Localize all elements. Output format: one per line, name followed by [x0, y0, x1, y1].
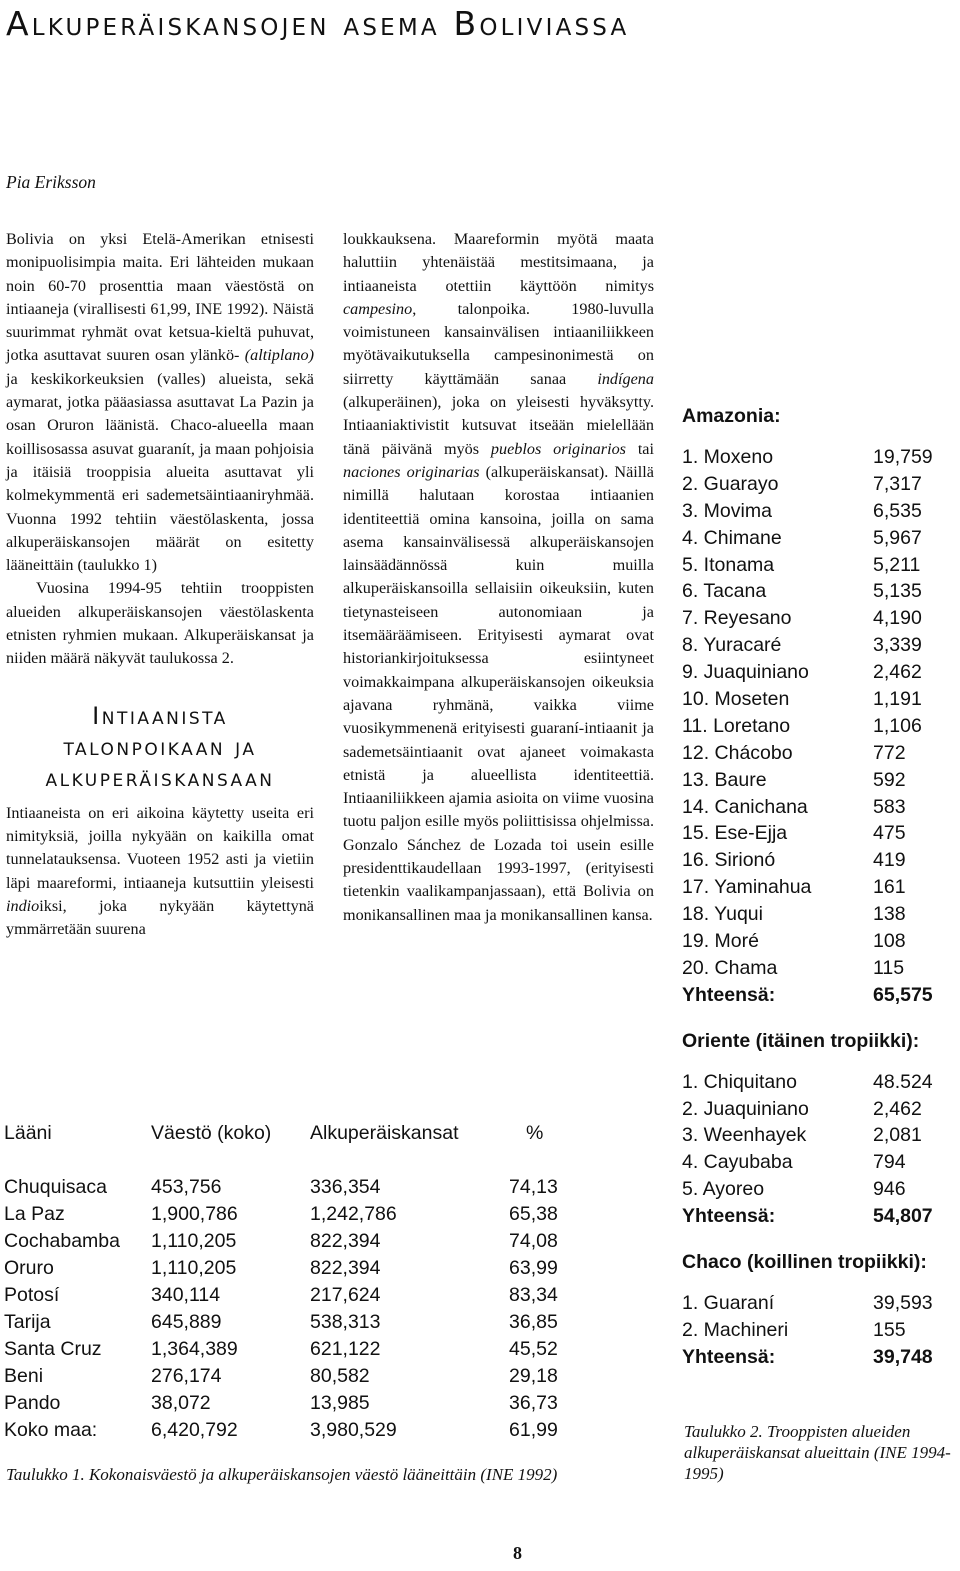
list-item: [682, 1176, 957, 1203]
list-item: [682, 525, 957, 552]
table-header-row: [4, 1120, 624, 1147]
table-cell: 1,110,205: [151, 1230, 237, 1252]
people-name: 9. Juaquiniano: [682, 661, 809, 684]
population-table: [4, 1120, 624, 1444]
column-header: %: [526, 1122, 544, 1144]
list-item: [682, 605, 957, 632]
list-item: [682, 686, 957, 713]
people-count: 2,462: [873, 661, 922, 684]
people-name: 12. Chácobo: [682, 741, 793, 764]
people-name: 2. Juaquiniano: [682, 1097, 809, 1120]
people-count: 48.524: [873, 1070, 933, 1093]
people-name: 6. Tacana: [682, 580, 767, 603]
people-count: 3,339: [873, 634, 922, 657]
people-count: 39,593: [873, 1292, 933, 1315]
table-row: [4, 1336, 624, 1363]
table-cell: Potosí: [4, 1284, 60, 1306]
list-item: [682, 713, 957, 740]
table-cell: 63,99: [509, 1257, 558, 1279]
column-header: Lääni: [4, 1122, 52, 1144]
table-cell: 453,756: [151, 1176, 222, 1198]
table-cell: 36,73: [509, 1392, 558, 1414]
table-cell: 822,394: [310, 1257, 381, 1279]
group-chaco: [682, 1290, 957, 1371]
list-item: [682, 498, 957, 525]
people-count: 161: [873, 876, 906, 899]
table-cell: 1,364,389: [151, 1338, 238, 1360]
people-name: 14. Canichana: [682, 795, 808, 818]
people-count: 2,462: [873, 1097, 922, 1120]
people-count: 6,535: [873, 499, 922, 522]
people-count: 5,967: [873, 526, 922, 549]
table-cell: 1,110,205: [151, 1257, 237, 1279]
total-value: 65,575: [873, 983, 933, 1006]
table-cell: 61,99: [509, 1419, 558, 1441]
table-cell: 538,313: [310, 1311, 381, 1333]
list-item: [682, 901, 957, 928]
table-cell: 336,354: [310, 1176, 381, 1198]
total-row: [682, 982, 957, 1009]
table-cell: 3,980,529: [310, 1419, 397, 1441]
people-count: 2,081: [873, 1124, 922, 1147]
list-item: [682, 1149, 957, 1176]
paragraph: Intiaaneista on eri aikoina käytetty useita eri nimityksiä, joilla nykyään on kaikilla omat tunnelatauksensa. Vuoteen 1952 asti ja vietiin läpi maareformi, intiaaneja kutsuttiin yleisesti indioiksi, joka nykyään käytettynä ymmärretään suurena: [6, 803, 314, 939]
table-row: [4, 1255, 624, 1282]
people-count: 772: [873, 741, 906, 764]
article-column-2: [343, 228, 654, 927]
table-row: [4, 1174, 624, 1201]
list-item: [682, 1096, 957, 1123]
list-item: [682, 632, 957, 659]
group-oriente: [682, 1069, 957, 1230]
total-value: 39,748: [873, 1345, 933, 1368]
list-item: [682, 740, 957, 767]
table-body: [4, 1174, 624, 1444]
table-cell: Beni: [4, 1365, 44, 1387]
table-row: [4, 1363, 624, 1390]
author-name: Pia Eriksson: [6, 172, 96, 192]
people-count: 419: [873, 849, 906, 872]
table-cell: 45,52: [509, 1338, 558, 1360]
list-item: [682, 471, 957, 498]
table-cell: 1,900,786: [151, 1203, 238, 1225]
table-cell: 29,18: [509, 1365, 558, 1387]
people-name: 18. Yuqui: [682, 903, 763, 926]
people-count: 138: [873, 903, 906, 926]
table-cell: 217,624: [310, 1284, 381, 1306]
people-count: 19,759: [873, 446, 933, 468]
table-row: [4, 1282, 624, 1309]
table-row: [4, 1201, 624, 1228]
column-header: Väestö (koko): [151, 1122, 272, 1144]
list-item: [682, 1069, 957, 1096]
list-item: [682, 444, 957, 471]
list-item: [682, 874, 957, 901]
people-name: 1. Chiquitano: [682, 1070, 797, 1093]
people-name: 7. Reyesano: [682, 607, 792, 630]
tropical-peoples-table: [682, 402, 957, 1371]
section-heading-oriente: Oriente (itäinen tropiikki):: [682, 1029, 920, 1052]
list-item: [682, 659, 957, 686]
table-cell: La Paz: [4, 1203, 65, 1225]
list-item: [682, 928, 957, 955]
people-name: 8. Yuracaré: [682, 634, 782, 657]
people-name: 4. Cayubaba: [682, 1151, 793, 1174]
paragraph: Bolivia on yksi Etelä-Amerikan etnisesti monipuolisimpia maita. Eri lähteiden mukaan noin 60-70 prosenttia maan väestöstä on intiaaneja (virallisesti 61,99, INE 1992). Näistä suurimmat ryhmät ovat ketsua-kieltä puhuvat, jotka asuttavat suuren osan ylänkö- (altiplano) ja keskikorkeuksien (valles) alueista, sekä aymarat, jotka pääasiassa asuttavat La Pazin ja osan Oruron läänistä. Chaco-alueella maan koillisosassa asuvat guaranít, ja maan pohjoisia ja itäisiä trooppisia alueita asuttavat yli kolmekymmentä eri sademetsäintiaaniryhmää. Vuonna 1992 tehtiin väestölaskenta, jossa alkuperäiskansojen määrät on esitetty lääneittäin (taulukko 1): [6, 230, 314, 575]
people-name: 11. Loretano: [682, 714, 791, 737]
table-cell: Koko maa:: [4, 1419, 98, 1441]
people-count: 1,106: [873, 714, 922, 737]
people-name: 2. Machineri: [682, 1318, 789, 1341]
people-name: 1. Guaraní: [682, 1292, 775, 1315]
list-item: [682, 820, 957, 847]
people-count: 4,190: [873, 607, 922, 630]
table-row: [4, 1417, 624, 1444]
people-count: 475: [873, 822, 906, 845]
total-row: [682, 1344, 957, 1371]
table-row: [4, 1309, 624, 1336]
people-count: 108: [873, 930, 906, 953]
people-name: 13. Baure: [682, 768, 767, 791]
people-name: 2. Guarayo: [682, 472, 779, 495]
people-count: 7,317: [873, 472, 922, 495]
table-cell: 1,242,786: [310, 1203, 397, 1225]
table-cell: 38,072: [151, 1392, 211, 1414]
list-item: [682, 794, 957, 821]
paragraph: loukkauksena. Maareformin myötä maata haluttiin yhtenäistää mestitsimaana, ja intiaaneista otettiin käyttöön nimitys campesino, talonpoika. 1980-luvulla voimistuneen kansainvälisen intiaaniliikkeen myötävaikutuksella campesinonimestä on siirretty käyttämään sanaa indígena (alkuperäinen), joka on yleisesti hyväksytty. Intiaaniaktivistit kutsuvat itseään mielellään tänä päivänä myös pueblos originarios tai naciones originarias (alkuperäiskansat). Näillä nimillä halutaan korostaa intiaanien identiteettiä omina kansoina, joilla on sama asema kansainvälisessä alkuperäiskansojen lainsäädännössä kuin muilla alkuperäiskansoilla sellaisiin oikeuksiin, kuten tietynasteiseen autonomiaan ja itsemääräämiseen. Erityisesti aymarat ovat historiankirjoituksessa esiintyneet voimakkaimpana alkuperäiskansojen oikeuksia ajavana ryhmänä, vaikka viime vuosikymmenenä erityisesti guaraní-intiaanit ja sademetsäintiaanit ovat ajaneet voimakasta etnistä ja alueellista identiteettiä. Intiaaniliikkeen ajamia asioita on viime vuosina tuotu paljon esille myös poliittisissa ohjelmissa. Gonzalo Sánchez de Lozada toi usein esille presidenttikaudellaan 1993-1997, (erityisesti tietenkin vaalikampanjassaan), että Bolivia on monikansallinen maa ja monikansallinen kansa.: [343, 230, 654, 924]
table-cell: 80,582: [310, 1365, 370, 1387]
list-item: [682, 1290, 957, 1317]
table-cell: 74,08: [509, 1230, 558, 1252]
table-cell: 340,114: [151, 1284, 221, 1306]
table-cell: 276,174: [151, 1365, 222, 1387]
table-row: [4, 1390, 624, 1417]
table-cell: Pando: [4, 1392, 61, 1414]
people-name: 3. Weenhayek: [682, 1124, 807, 1147]
total-label: Yhteensä:: [682, 1205, 776, 1228]
people-name: 19. Moré: [682, 930, 759, 953]
people-name: 17. Yaminahua: [682, 876, 812, 899]
people-name: 20. Chama: [682, 956, 778, 979]
table-row: [4, 1228, 624, 1255]
list-item: [682, 767, 957, 794]
table-cell: 822,394: [310, 1230, 381, 1252]
table-cell: Santa Cruz: [4, 1338, 102, 1360]
people-name: 5. Ayoreo: [682, 1178, 765, 1201]
people-count: 5,211: [873, 553, 921, 576]
people-name: 15. Ese-Ejja: [682, 822, 788, 845]
table-caption: Taulukko 2. Trooppisten alueiden alkuperäiskansat alueittain (INE 1994-1995): [684, 1422, 951, 1483]
table-cell: Cochabamba: [4, 1230, 120, 1252]
people-name: 4. Chimane: [682, 526, 782, 549]
people-count: 155: [873, 1318, 906, 1341]
list-item: [682, 578, 957, 605]
total-value: 54,807: [873, 1205, 933, 1228]
table-cell: 13,985: [310, 1392, 370, 1414]
section-heading-chaco: Chaco (koillinen tropiikki):: [682, 1251, 927, 1274]
column-header: Alkuperäiskansat: [310, 1122, 459, 1144]
section-heading-amazonia: Amazonia:: [682, 405, 781, 427]
page-title: Alkuperäiskansojen asema Boliviassa: [6, 4, 630, 43]
total-label: Yhteensä:: [682, 983, 776, 1006]
list-item: [682, 552, 957, 579]
article-column-1: [6, 228, 314, 941]
people-count: 946: [873, 1178, 906, 1201]
table-cell: 74,13: [509, 1176, 558, 1198]
table-cell: Tarija: [4, 1311, 51, 1333]
section-heading: Intiaanista talonpoikaan ja alkuperäiskansaan: [45, 701, 275, 792]
list-item: [682, 1122, 957, 1149]
page-number: 8: [513, 1543, 522, 1563]
people-count: 115: [873, 956, 905, 979]
list-item: [682, 955, 957, 982]
people-name: 3. Movima: [682, 499, 772, 522]
people-name: 16. Sirionó: [682, 849, 776, 872]
people-count: 592: [873, 768, 906, 791]
people-name: 10. Moseten: [682, 688, 790, 711]
table-cell: 6,420,792: [151, 1419, 238, 1441]
table-cell: Oruro: [4, 1257, 54, 1279]
table-cell: 36,85: [509, 1311, 558, 1333]
table-cell: Chuquisaca: [4, 1176, 107, 1198]
total-label: Yhteensä:: [682, 1345, 776, 1368]
table-cell: 621,122: [310, 1338, 381, 1360]
table-caption: Taulukko 1. Kokonaisväestö ja alkuperäiskansojen väestö lääneittäin (INE 1992): [6, 1465, 558, 1484]
table-cell: 83,34: [509, 1284, 558, 1306]
list-item: [682, 847, 957, 874]
people-count: 1,191: [873, 688, 922, 711]
people-name: 5. Itonama: [682, 553, 775, 576]
table-cell: 65,38: [509, 1203, 558, 1225]
table-cell: 645,889: [151, 1311, 222, 1333]
paragraph: Vuosina 1994-95 tehtiin trooppisten alueiden alkuperäiskansojen väestölaskenta etnisten ryhmien mukaan. Alkuperäiskansat ja niiden määrä näkyvät taulukossa 2.: [6, 579, 314, 668]
group-amazonia: [682, 444, 957, 1009]
people-name: 1. Moxeno: [682, 446, 774, 468]
total-row: [682, 1203, 957, 1230]
people-count: 794: [873, 1151, 906, 1174]
list-item: [682, 1317, 957, 1344]
people-count: 583: [873, 795, 906, 818]
people-count: 5,135: [873, 580, 922, 603]
